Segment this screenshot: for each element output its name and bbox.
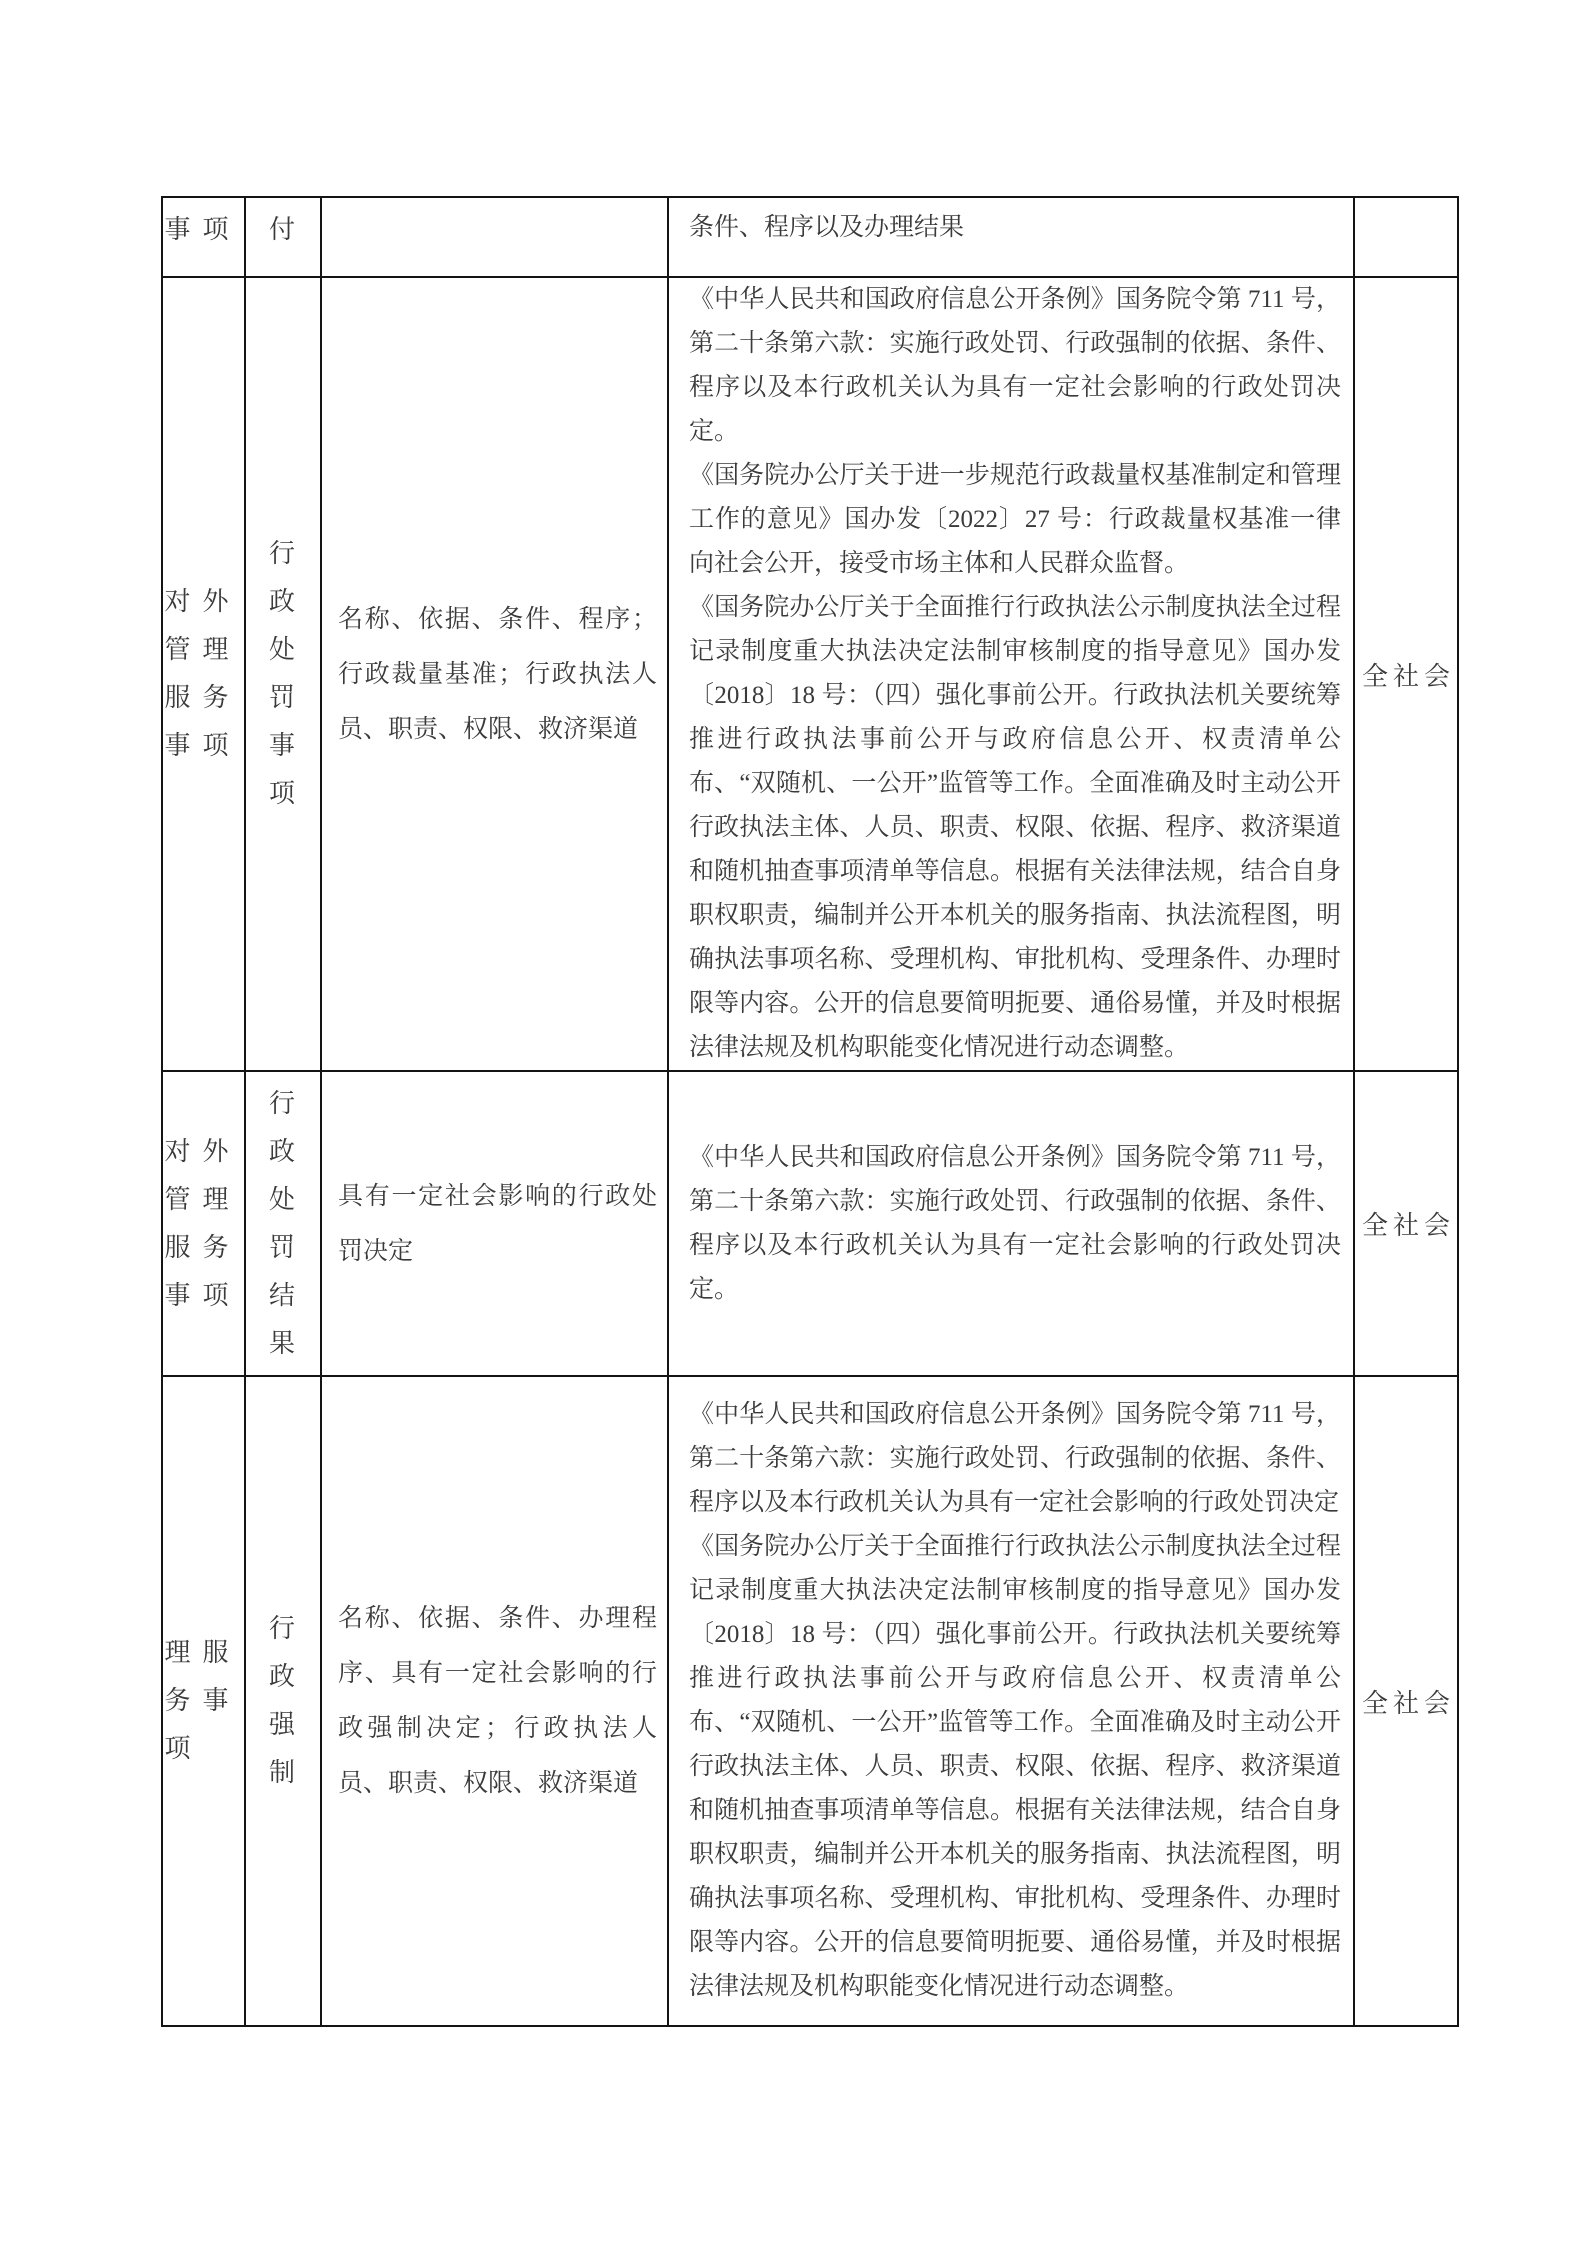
legal-basis-cell bbox=[668, 197, 1354, 277]
audience-cell bbox=[1354, 277, 1458, 1071]
category-text: 对外管理服务事项 bbox=[164, 1136, 241, 1310]
subitem-cell bbox=[245, 1376, 321, 2026]
public-disclosure-table bbox=[161, 196, 1459, 2027]
legal-basis-cell bbox=[668, 277, 1354, 1071]
subitem-text: 行政处罚事项 bbox=[269, 539, 296, 808]
category-cell bbox=[162, 1071, 245, 1376]
audience-cell bbox=[1354, 1071, 1458, 1376]
legal-basis-cell bbox=[668, 1071, 1354, 1376]
category-cell bbox=[162, 1376, 245, 2026]
content-cell bbox=[321, 277, 668, 1071]
audience-cell bbox=[1354, 1376, 1458, 2026]
content-text: 具有一定社会影响的行政处罚决定 bbox=[338, 1182, 657, 1265]
legal-basis-paragraph: 《国务院办公厅关于进一步规范行政裁量权基准制定和管理工作的意见》国办发〔2022〕27 号：行政裁量权基准一律向社会公开，接受市场主体和人民群众监督。 bbox=[689, 462, 1341, 577]
content-cell bbox=[321, 1376, 668, 2026]
legal-basis-paragraph: 条件、程序以及办理结果 bbox=[689, 214, 965, 241]
subitem-text: 付 bbox=[269, 215, 296, 244]
legal-basis-paragraph: 《国务院办公厅关于全面推行行政执法公示制度执法全过程记录制度重大执法决定法制审核制度的指导意见》国办发〔2018〕18 号：（四）强化事前公开。行政执法机关要统筹推进行政执法事前公开与政府信息公开、权责清单公布、“双随机、一公开”监管等工作。全面准确及时主动公开行政执法主体、人员、职责、权限、依据、程序、救济渠道和随机抽查事项清单等信息。根据有关法律法规，结合自身职权职责，编制并公开本机关的服务指南、执法流程图，明确执法事项名称、受理机构、审批机构、受理条件、办理时限等内容。公开的信息要简明扼要、通俗易懂，并及时根据法律法规及机构职能变化情况进行动态调整。 bbox=[689, 594, 1341, 1061]
subitem-text: 行政处罚结果 bbox=[269, 1088, 296, 1358]
legal-basis-paragraph: 《中华人民共和国政府信息公开条例》国务院令第 711 号，第二十条第六款：实施行政处罚、行政强制的依据、条件、程序以及本行政机关认为具有一定社会影响的行政处罚决定。 bbox=[689, 1143, 1341, 1303]
table-row bbox=[162, 1071, 1458, 1376]
table-row bbox=[162, 197, 1458, 277]
subitem-cell bbox=[245, 277, 321, 1071]
category-text: 理服务事项 bbox=[164, 1638, 241, 1763]
category-text: 对外管理服务事项 bbox=[164, 587, 241, 760]
table-row bbox=[162, 1376, 1458, 2026]
content-cell bbox=[321, 1071, 668, 1376]
category-text: 事项 bbox=[164, 215, 241, 244]
audience-text: 全社会 bbox=[1361, 1211, 1455, 1240]
content-text: 名称、依据、条件、程序；行政裁量基准；行政执法人员、职责、权限、救济渠道 bbox=[338, 605, 657, 743]
legal-basis-paragraph: 《中华人民共和国政府信息公开条例》国务院令第 711 号，第二十条第六款：实施行政处罚、行政强制的依据、条件、程序以及本行政机关认为具有一定社会影响的行政处罚决定。 bbox=[689, 286, 1341, 445]
category-cell bbox=[162, 197, 245, 277]
legal-basis-paragraph: 《国务院办公厅关于全面推行行政执法公示制度执法全过程记录制度重大执法决定法制审核制度的指导意见》国办发〔2018〕18 号：（四）强化事前公开。行政执法机关要统筹推进行政执法事前公开与政府信息公开、权责清单公布、“双随机、一公开”监管等工作。全面准确及时主动公开行政执法主体、人员、职责、权限、依据、程序、救济渠道和随机抽查事项清单等信息。根据有关法律法规，结合自身职权职责，编制并公开本机关的服务指南、执法流程图，明确执法事项名称、受理机构、审批机构、受理条件、办理时限等内容。公开的信息要简明扼要、通俗易懂，并及时根据法律法规及机构职能变化情况进行动态调整。 bbox=[689, 1533, 1341, 2000]
table-row bbox=[162, 277, 1458, 1071]
content-text: 名称、依据、条件、办理程序、具有一定社会影响的行政强制决定；行政执法人员、职责、权限、救济渠道 bbox=[338, 1605, 657, 1797]
content-cell bbox=[321, 197, 668, 277]
subitem-cell bbox=[245, 197, 321, 277]
legal-basis-paragraph: 《中华人民共和国政府信息公开条例》国务院令第 711 号，第二十条第六款：实施行政处罚、行政强制的依据、条件、程序以及本行政机关认为具有一定社会影响的行政处罚决定 bbox=[689, 1401, 1341, 1516]
audience-text: 全社会 bbox=[1361, 661, 1455, 691]
audience-text: 全社会 bbox=[1361, 1688, 1455, 1718]
subitem-cell bbox=[245, 1071, 321, 1376]
subitem-text: 行政强制 bbox=[269, 1614, 296, 1787]
category-cell bbox=[162, 277, 245, 1071]
audience-cell bbox=[1354, 197, 1458, 277]
legal-basis-cell bbox=[668, 1376, 1354, 2026]
